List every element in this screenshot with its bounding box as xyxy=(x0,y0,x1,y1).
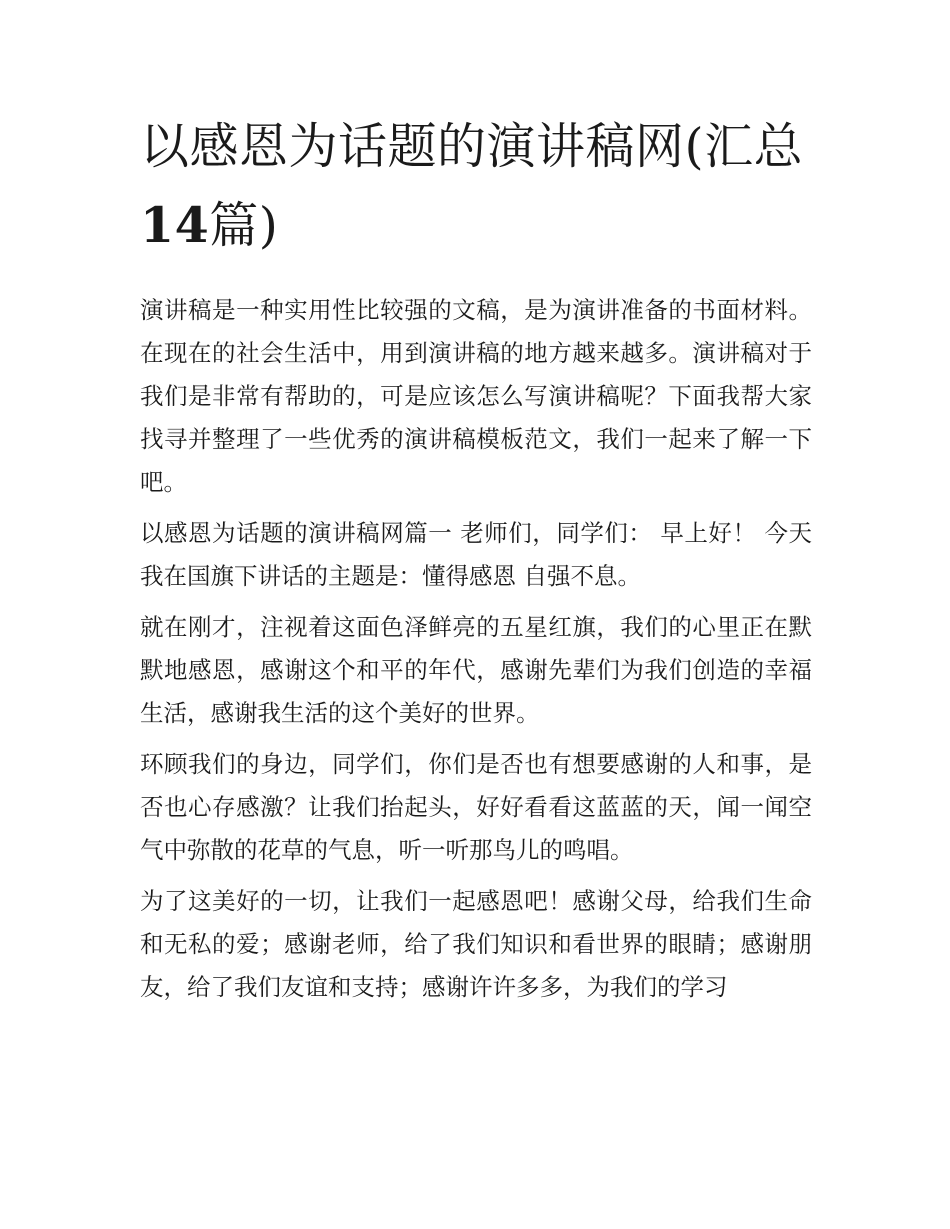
paragraph-gratitude: 为了这美好的一切，让我们一起感恩吧！感谢父母，给我们生命和无私的爱；感谢老师，给了我们知识和看世界的眼睛；感谢朋友，给了我们友谊和支持；感谢许许多多，为我们的学习 xyxy=(140,887,812,1001)
paragraph-greeting: 以感恩为话题的演讲稿网篇一 老师们，同学们： 早上好！ 今天我在国旗下讲话的主题是：懂得感恩 自强不息。 xyxy=(140,519,812,590)
paragraph-intro: 演讲稿是一种实用性比较强的文稿，是为演讲准备的书面材料。在现在的社会生活中，用到演讲稿的地方越来越多。演讲稿对于我们是非常有帮助的，可是应该怎么写演讲稿呢？下面我帮大家找寻并整理了一些优秀的演讲稿模板范文，我们一起来了解一下吧。 xyxy=(140,296,812,496)
document-page xyxy=(140,108,812,1017)
document-title: 以感恩为话题的演讲稿网(汇总14篇) xyxy=(140,118,804,254)
paragraph-flag: 就在刚才，注视着这面色泽鲜亮的五星红旗，我们的心里正在默默地感恩，感谢这个和平的年代，感谢先辈们为我们创造的幸福生活，感谢我生活的这个美好的世界。 xyxy=(140,613,812,727)
document-body xyxy=(140,289,812,1009)
paragraph-surroundings: 环顾我们的身边，同学们，你们是否也有想要感谢的人和事，是否也心存感激？让我们抬起头，好好看看这蓝蓝的天，闻一闻空气中弥散的花草的气息，听一听那鸟儿的鸣唱。 xyxy=(140,750,812,864)
